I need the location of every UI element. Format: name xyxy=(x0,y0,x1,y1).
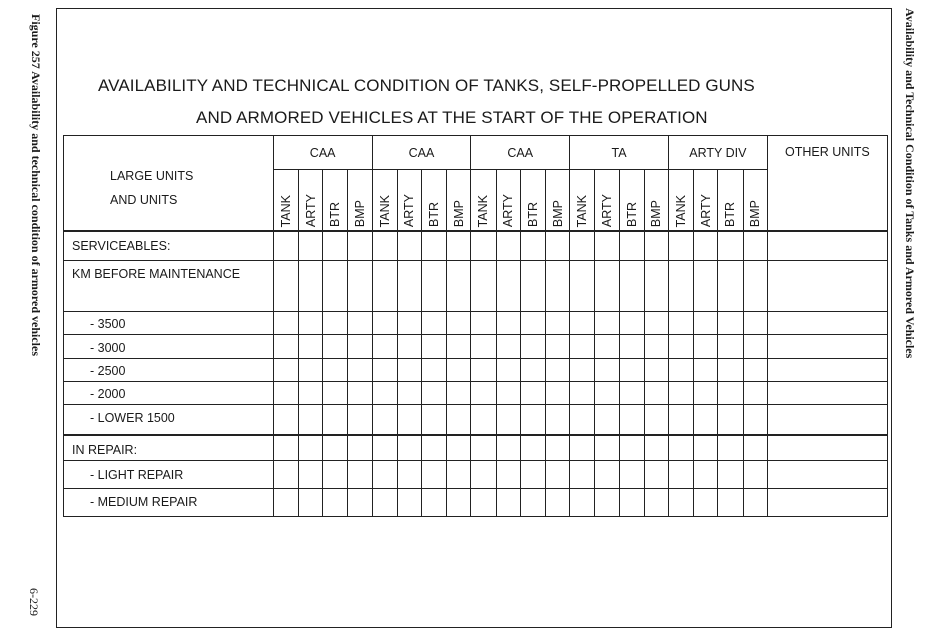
entry-cell xyxy=(743,260,767,311)
entry-cell xyxy=(644,260,668,311)
entry-cell xyxy=(323,358,348,381)
entry-cell xyxy=(545,312,569,335)
entry-cell xyxy=(718,312,743,335)
entry-cell xyxy=(743,461,767,488)
subcolumn-header: BMP xyxy=(447,170,471,232)
entry-cell xyxy=(595,405,619,435)
other-units-cell xyxy=(767,435,887,461)
entry-cell xyxy=(668,312,693,335)
entry-cell xyxy=(520,335,545,358)
entry-cell xyxy=(421,435,446,461)
entry-cell xyxy=(447,260,471,311)
entry-cell xyxy=(348,461,372,488)
entry-cell xyxy=(743,312,767,335)
other-units-cell xyxy=(767,405,887,435)
entry-cell xyxy=(668,405,693,435)
entry-cell xyxy=(595,381,619,404)
entry-cell xyxy=(718,435,743,461)
entry-cell xyxy=(694,488,718,516)
entry-cell xyxy=(348,231,372,260)
entry-cell xyxy=(743,358,767,381)
other-units-cell xyxy=(767,260,887,311)
entry-cell xyxy=(273,312,298,335)
subcolumn-header: TANK xyxy=(372,170,397,232)
entry-cell xyxy=(372,312,397,335)
entry-cell xyxy=(644,231,668,260)
entry-cell xyxy=(298,335,322,358)
entry-cell xyxy=(273,335,298,358)
entry-cell xyxy=(520,312,545,335)
entry-cell xyxy=(323,335,348,358)
entry-cell xyxy=(619,488,644,516)
subcolumn-header: TANK xyxy=(668,170,693,232)
units-header xyxy=(64,136,274,232)
entry-cell xyxy=(447,435,471,461)
entry-cell xyxy=(471,461,496,488)
entry-cell xyxy=(298,488,322,516)
subcolumn-header: ARTY xyxy=(298,170,322,232)
entry-cell xyxy=(298,312,322,335)
group-header: TA xyxy=(570,136,669,170)
entry-cell xyxy=(348,488,372,516)
entry-cell xyxy=(619,260,644,311)
entry-cell xyxy=(668,461,693,488)
other-units-header: OTHER UNITS xyxy=(767,136,887,232)
entry-cell xyxy=(570,335,595,358)
entry-cell xyxy=(348,312,372,335)
entry-cell xyxy=(298,435,322,461)
entry-cell xyxy=(545,231,569,260)
entry-cell xyxy=(496,461,520,488)
entry-cell xyxy=(348,335,372,358)
entry-cell xyxy=(496,358,520,381)
entry-cell xyxy=(471,312,496,335)
entry-cell xyxy=(694,260,718,311)
entry-cell xyxy=(323,461,348,488)
entry-cell xyxy=(743,231,767,260)
entry-cell xyxy=(447,461,471,488)
entry-cell xyxy=(619,231,644,260)
row-label: - 3000 xyxy=(64,335,274,358)
row-label: - LIGHT REPAIR xyxy=(64,461,274,488)
entry-cell xyxy=(718,358,743,381)
other-units-cell xyxy=(767,358,887,381)
row-label: - 3500 xyxy=(64,312,274,335)
entry-cell xyxy=(323,435,348,461)
entry-cell xyxy=(471,381,496,404)
entry-cell xyxy=(668,435,693,461)
entry-cell xyxy=(545,461,569,488)
entry-cell xyxy=(397,405,421,435)
entry-cell xyxy=(397,231,421,260)
entry-cell xyxy=(372,358,397,381)
entry-cell xyxy=(273,435,298,461)
entry-cell xyxy=(298,260,322,311)
entry-cell xyxy=(743,405,767,435)
entry-cell xyxy=(743,335,767,358)
subcolumn-header: BMP xyxy=(743,170,767,232)
entry-cell xyxy=(471,358,496,381)
entry-cell xyxy=(421,358,446,381)
entry-cell xyxy=(545,488,569,516)
table-row xyxy=(64,461,888,488)
entry-cell xyxy=(570,231,595,260)
entry-cell xyxy=(595,358,619,381)
units-header-line2: AND UNITS xyxy=(110,193,178,207)
entry-cell xyxy=(298,405,322,435)
entry-cell xyxy=(273,488,298,516)
entry-cell xyxy=(421,488,446,516)
title-line-1: AVAILABILITY AND TECHNICAL CONDITION OF TANKS, SELF-PROPELLED GUNS xyxy=(98,76,755,95)
entry-cell xyxy=(619,405,644,435)
entry-cell xyxy=(619,461,644,488)
entry-cell xyxy=(397,488,421,516)
entry-cell xyxy=(397,335,421,358)
row-label: KM BEFORE MAINTENANCE xyxy=(64,260,274,311)
group-header: CAA xyxy=(273,136,372,170)
entry-cell xyxy=(447,405,471,435)
entry-cell xyxy=(323,405,348,435)
entry-cell xyxy=(644,381,668,404)
entry-cell xyxy=(471,231,496,260)
entry-cell xyxy=(298,381,322,404)
entry-cell xyxy=(694,231,718,260)
entry-cell xyxy=(668,488,693,516)
entry-cell xyxy=(644,405,668,435)
entry-cell xyxy=(743,488,767,516)
subcolumn-header: BTR xyxy=(323,170,348,232)
other-units-cell xyxy=(767,335,887,358)
entry-cell xyxy=(348,260,372,311)
entry-cell xyxy=(595,231,619,260)
entry-cell xyxy=(496,231,520,260)
entry-cell xyxy=(323,260,348,311)
entry-cell xyxy=(570,435,595,461)
table-row xyxy=(64,488,888,516)
entry-cell xyxy=(421,231,446,260)
row-label: - LOWER 1500 xyxy=(64,405,274,435)
entry-cell xyxy=(520,405,545,435)
entry-cell xyxy=(273,231,298,260)
entry-cell xyxy=(471,435,496,461)
entry-cell xyxy=(348,405,372,435)
entry-cell xyxy=(496,260,520,311)
entry-cell xyxy=(694,435,718,461)
entry-cell xyxy=(397,312,421,335)
entry-cell xyxy=(520,260,545,311)
entry-cell xyxy=(372,488,397,516)
entry-cell xyxy=(718,488,743,516)
entry-cell xyxy=(644,435,668,461)
entry-cell xyxy=(718,260,743,311)
other-units-cell xyxy=(767,381,887,404)
row-label: - MEDIUM REPAIR xyxy=(64,488,274,516)
entry-cell xyxy=(545,358,569,381)
entry-cell xyxy=(273,260,298,311)
subcolumn-header: TANK xyxy=(273,170,298,232)
entry-cell xyxy=(694,405,718,435)
subcolumn-header: BMP xyxy=(348,170,372,232)
entry-cell xyxy=(496,488,520,516)
entry-cell xyxy=(545,335,569,358)
entry-cell xyxy=(273,358,298,381)
entry-cell xyxy=(570,405,595,435)
entry-cell xyxy=(447,335,471,358)
other-units-cell xyxy=(767,488,887,516)
entry-cell xyxy=(372,405,397,435)
entry-cell xyxy=(397,435,421,461)
running-header: Availability and Technical Condition of Tanks and Armored Vehicles xyxy=(903,8,917,359)
entry-cell xyxy=(545,381,569,404)
entry-cell xyxy=(644,358,668,381)
entry-cell xyxy=(743,381,767,404)
table-row xyxy=(64,405,888,435)
entry-cell xyxy=(323,381,348,404)
entry-cell xyxy=(644,488,668,516)
entry-cell xyxy=(298,231,322,260)
entry-cell xyxy=(545,260,569,311)
entry-cell xyxy=(619,358,644,381)
availability-table xyxy=(63,135,888,517)
subcolumn-header: BTR xyxy=(421,170,446,232)
row-label: - 2500 xyxy=(64,358,274,381)
entry-cell xyxy=(694,312,718,335)
entry-cell xyxy=(694,381,718,404)
entry-cell xyxy=(694,461,718,488)
units-header-line1: LARGE UNITS xyxy=(110,169,194,183)
entry-cell xyxy=(644,461,668,488)
table-row xyxy=(64,260,888,311)
entry-cell xyxy=(372,260,397,311)
table-row xyxy=(64,335,888,358)
entry-cell xyxy=(372,231,397,260)
entry-cell xyxy=(348,435,372,461)
group-header: ARTY DIV xyxy=(668,136,767,170)
entry-cell xyxy=(471,488,496,516)
entry-cell xyxy=(718,405,743,435)
subcolumn-header: TANK xyxy=(570,170,595,232)
entry-cell xyxy=(520,231,545,260)
entry-cell xyxy=(619,435,644,461)
entry-cell xyxy=(545,435,569,461)
entry-cell xyxy=(520,488,545,516)
title-line-2: AND ARMORED VEHICLES AT THE START OF THE OPERATION xyxy=(196,108,708,127)
entry-cell xyxy=(298,358,322,381)
entry-cell xyxy=(273,381,298,404)
subcolumn-header: ARTY xyxy=(397,170,421,232)
entry-cell xyxy=(323,231,348,260)
entry-cell xyxy=(520,461,545,488)
entry-cell xyxy=(471,260,496,311)
subcolumn-header: BTR xyxy=(619,170,644,232)
table-row xyxy=(64,358,888,381)
entry-cell xyxy=(694,358,718,381)
entry-cell xyxy=(595,488,619,516)
table-row xyxy=(64,231,888,260)
entry-cell xyxy=(447,381,471,404)
subcolumn-header: TANK xyxy=(471,170,496,232)
entry-cell xyxy=(595,312,619,335)
entry-cell xyxy=(372,461,397,488)
entry-cell xyxy=(496,335,520,358)
entry-cell xyxy=(447,488,471,516)
subcolumn-header: ARTY xyxy=(496,170,520,232)
entry-cell xyxy=(421,405,446,435)
entry-cell xyxy=(447,312,471,335)
subcolumn-header: BMP xyxy=(545,170,569,232)
group-header: CAA xyxy=(471,136,570,170)
entry-cell xyxy=(421,381,446,404)
subcolumn-header: ARTY xyxy=(595,170,619,232)
entry-cell xyxy=(471,405,496,435)
entry-cell xyxy=(496,405,520,435)
table-row xyxy=(64,312,888,335)
entry-cell xyxy=(644,312,668,335)
entry-cell xyxy=(397,381,421,404)
entry-cell xyxy=(447,231,471,260)
entry-cell xyxy=(718,461,743,488)
entry-cell xyxy=(372,435,397,461)
entry-cell xyxy=(421,335,446,358)
entry-cell xyxy=(520,358,545,381)
other-units-cell xyxy=(767,312,887,335)
entry-cell xyxy=(570,381,595,404)
entry-cell xyxy=(520,381,545,404)
subcolumn-header: BMP xyxy=(644,170,668,232)
row-label: IN REPAIR: xyxy=(64,435,274,461)
entry-cell xyxy=(570,358,595,381)
entry-cell xyxy=(421,260,446,311)
figure-caption: Figure 257 Availability and technical condition of armored vehicles xyxy=(29,14,43,356)
entry-cell xyxy=(595,260,619,311)
entry-cell xyxy=(595,461,619,488)
other-units-cell xyxy=(767,231,887,260)
entry-cell xyxy=(570,312,595,335)
entry-cell xyxy=(421,312,446,335)
group-header: CAA xyxy=(372,136,471,170)
entry-cell xyxy=(348,358,372,381)
entry-cell xyxy=(694,335,718,358)
entry-cell xyxy=(570,461,595,488)
entry-cell xyxy=(718,335,743,358)
entry-cell xyxy=(298,461,322,488)
entry-cell xyxy=(323,488,348,516)
entry-cell xyxy=(496,435,520,461)
entry-cell xyxy=(496,312,520,335)
table-row xyxy=(64,381,888,404)
entry-cell xyxy=(619,381,644,404)
subcolumn-header: BTR xyxy=(718,170,743,232)
entry-cell xyxy=(668,260,693,311)
table-row xyxy=(64,435,888,461)
entry-cell xyxy=(447,358,471,381)
row-label: SERVICEABLES: xyxy=(64,231,274,260)
row-label: - 2000 xyxy=(64,381,274,404)
entry-cell xyxy=(372,335,397,358)
entry-cell xyxy=(323,312,348,335)
entry-cell xyxy=(718,231,743,260)
entry-cell xyxy=(668,381,693,404)
subcolumn-header: BTR xyxy=(520,170,545,232)
entry-cell xyxy=(668,335,693,358)
entry-cell xyxy=(595,335,619,358)
entry-cell xyxy=(668,231,693,260)
entry-cell xyxy=(273,461,298,488)
entry-cell xyxy=(421,461,446,488)
subcolumn-header: ARTY xyxy=(694,170,718,232)
entry-cell xyxy=(570,260,595,311)
entry-cell xyxy=(619,335,644,358)
entry-cell xyxy=(644,335,668,358)
other-units-cell xyxy=(767,461,887,488)
entry-cell xyxy=(520,435,545,461)
entry-cell xyxy=(619,312,644,335)
entry-cell xyxy=(545,405,569,435)
entry-cell xyxy=(397,358,421,381)
entry-cell xyxy=(471,335,496,358)
entry-cell xyxy=(273,405,298,435)
entry-cell xyxy=(372,381,397,404)
entry-cell xyxy=(397,260,421,311)
page-number: 6-229 xyxy=(27,588,41,616)
entry-cell xyxy=(668,358,693,381)
entry-cell xyxy=(743,435,767,461)
entry-cell xyxy=(397,461,421,488)
entry-cell xyxy=(570,488,595,516)
entry-cell xyxy=(348,381,372,404)
entry-cell xyxy=(595,435,619,461)
entry-cell xyxy=(718,381,743,404)
entry-cell xyxy=(496,381,520,404)
